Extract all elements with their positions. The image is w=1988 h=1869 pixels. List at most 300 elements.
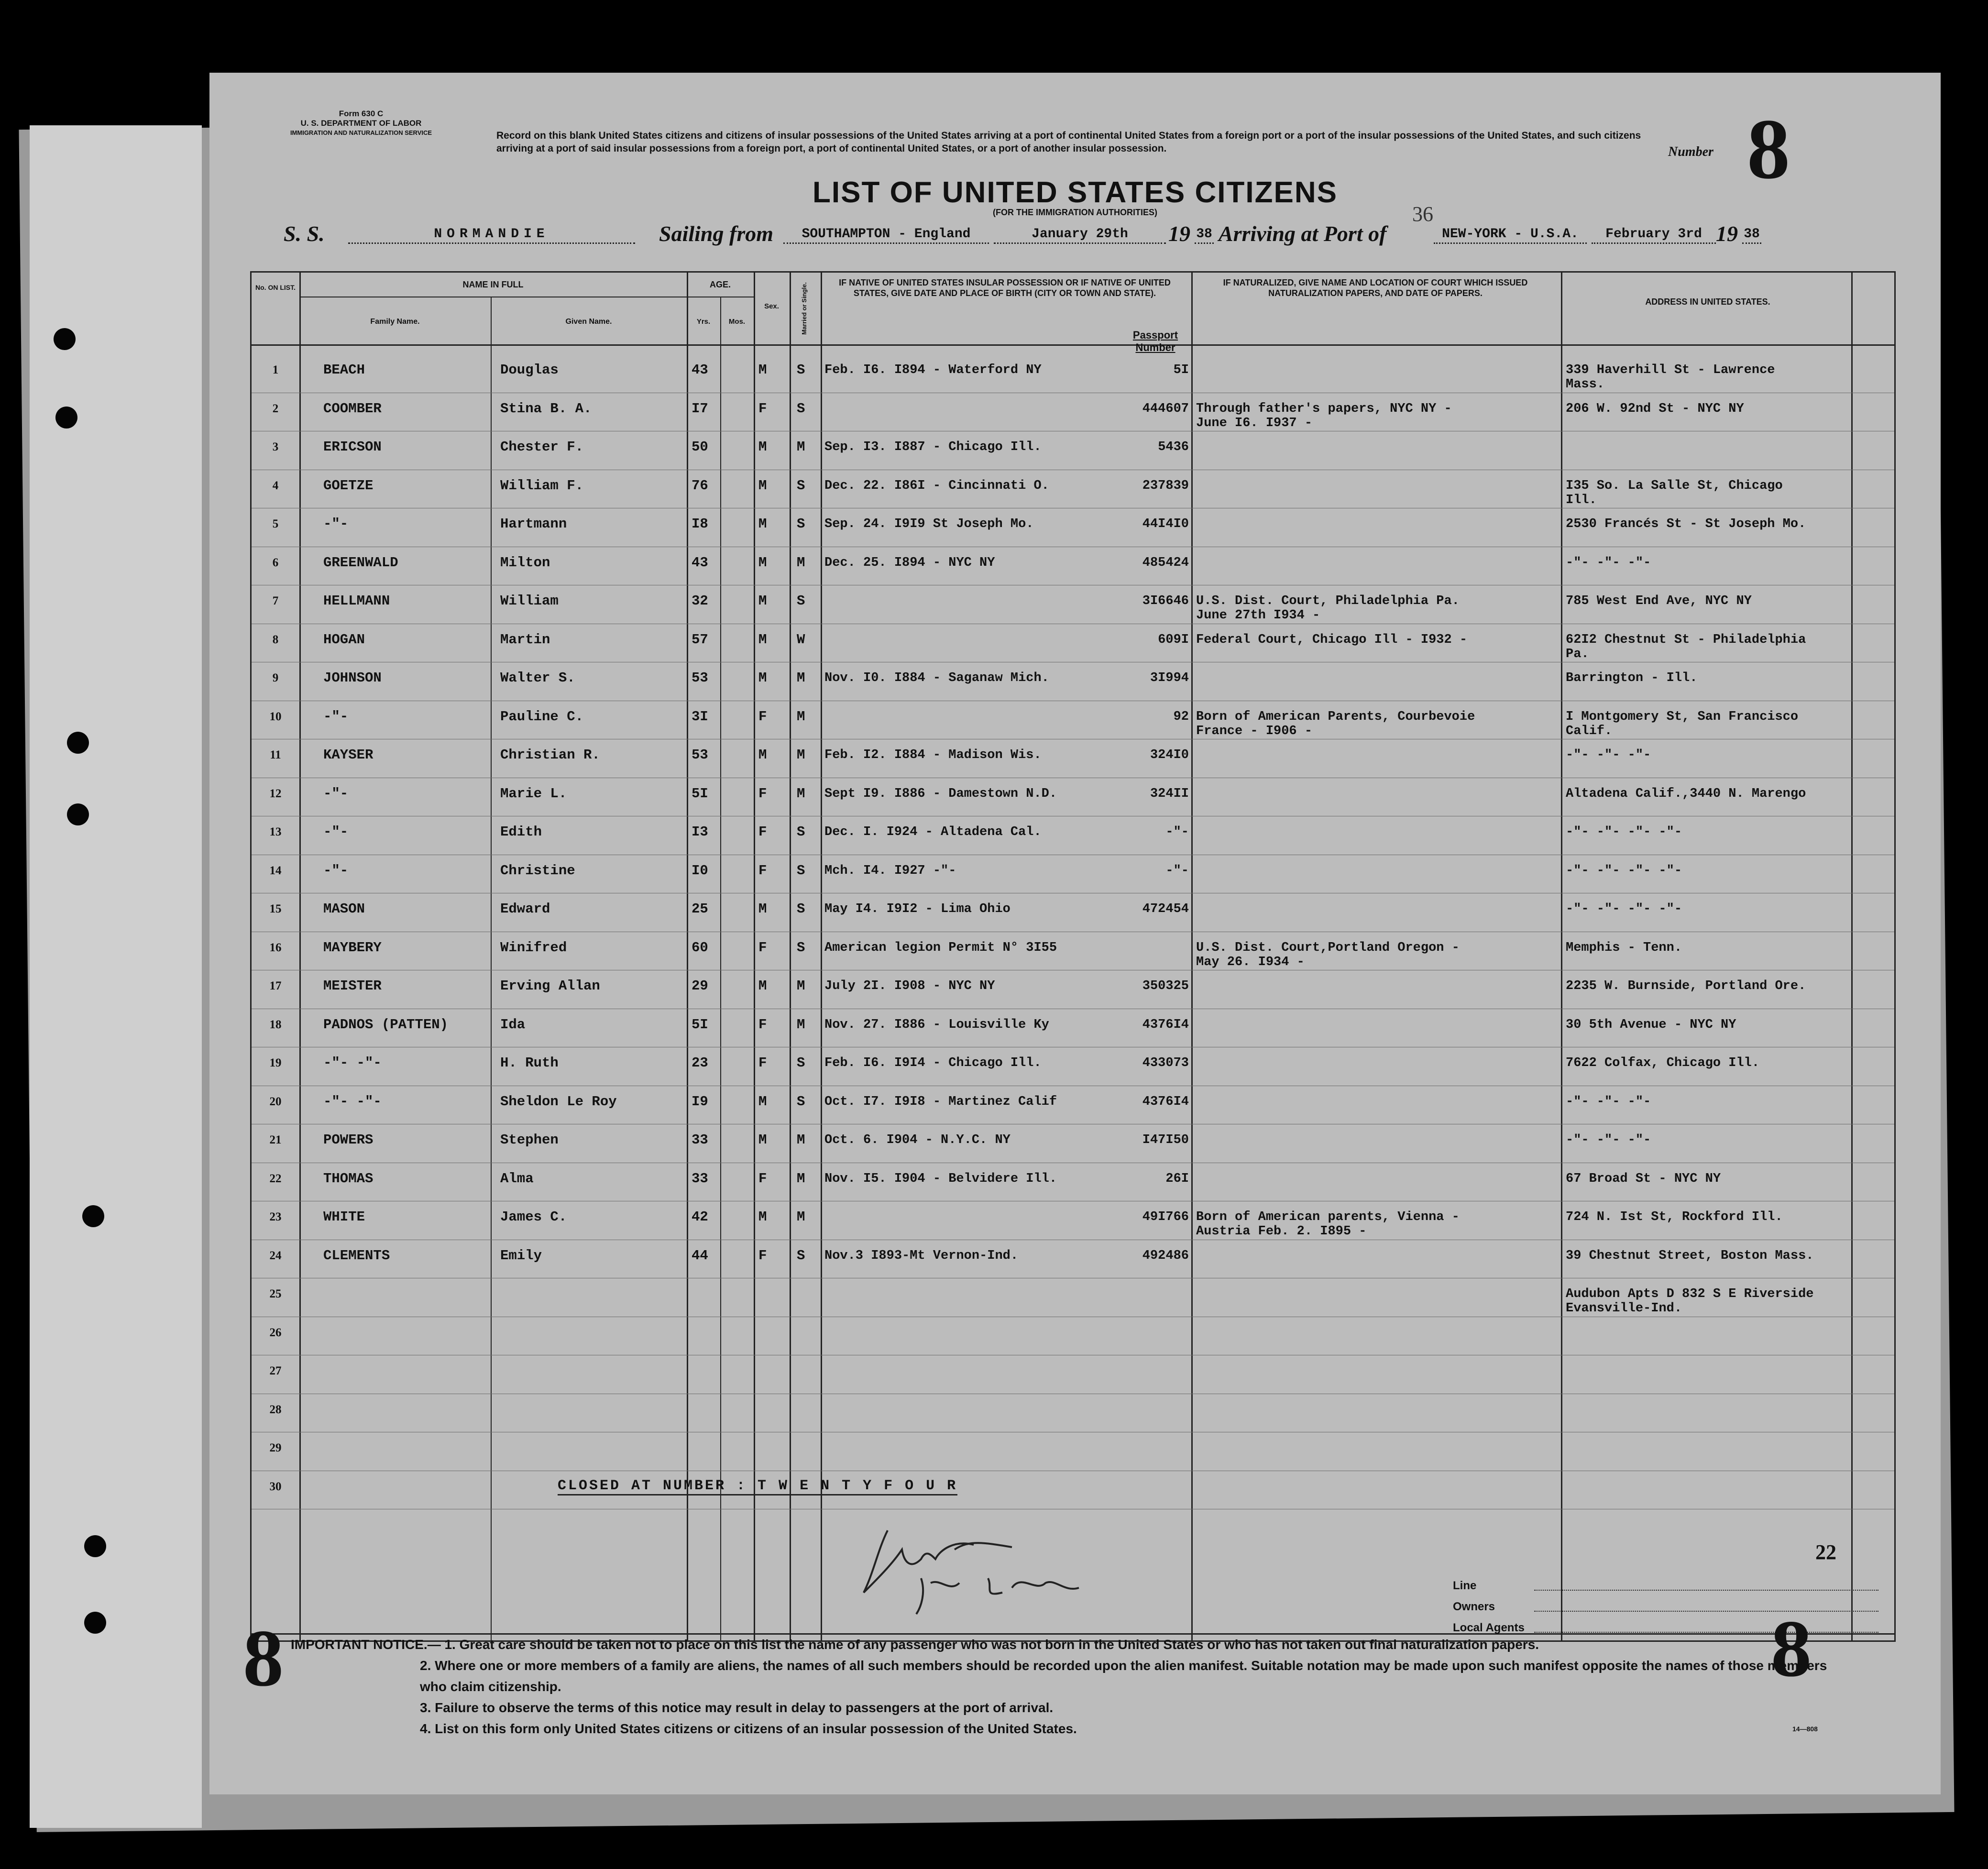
row-number: 30 — [269, 1480, 282, 1493]
header-age: AGE. — [709, 280, 731, 289]
cell-ms: S — [797, 824, 805, 840]
binder-hole — [67, 732, 89, 754]
cell-passport: 44I4I0 — [1142, 517, 1189, 531]
intro-text: Record on this blank United States citizens and citizens of insular possessions of the United States arriving at a port of continental United States from a foreign port or a port of the insular possessions of the United States, and such citizens arriving at a port of said insular possessions from a foreign port, a port of continental United States, or a port of another insular possession. — [496, 130, 1641, 154]
header-given-name: Given Name. — [565, 318, 612, 326]
header-divider — [252, 344, 1894, 346]
cell-given: Alma — [500, 1170, 534, 1187]
cell-passport: 492486 — [1142, 1248, 1189, 1263]
row-number: 16 — [269, 941, 282, 954]
cell-birth: Feb. I6. I9I4 - Chicago Ill. — [824, 1056, 1042, 1070]
cell-nat2: May 26. I934 - — [1196, 955, 1305, 969]
row-number: 9 — [272, 671, 279, 684]
cell-family: ERICSON — [323, 439, 382, 455]
big-number-right: 8 — [1771, 1604, 1812, 1693]
header-address: ADDRESS IN UNITED STATES. — [1645, 297, 1770, 307]
col-divider — [687, 273, 688, 1640]
cell-sex: F — [758, 1055, 767, 1071]
form-identifier — [263, 109, 459, 138]
cell-nat2: France - I906 - — [1196, 724, 1313, 738]
cell-yrs: 25 — [692, 901, 708, 917]
notice-item: 2. Where one or more members of a family are aliens, the names of all such members should be recorded upon the alien manifest. Suitable notation may be made upon such manifest opposite the names of those members who claim citizenship. — [420, 1658, 1827, 1694]
cell-ms: S — [797, 1247, 805, 1264]
row-number: 13 — [269, 825, 282, 838]
notice-title: IMPORTANT NOTICE.— — [291, 1637, 441, 1652]
cell-given: Douglas — [500, 362, 559, 378]
agent-fields — [1453, 1579, 1525, 1642]
col-divider — [491, 297, 492, 1640]
cell-sex: F — [758, 400, 767, 417]
cell-ms: S — [797, 477, 805, 494]
cell-family: HOGAN — [323, 631, 365, 648]
arrival-port: NEW-YORK - U.S.A. — [1434, 227, 1587, 244]
notice-item: 3. Failure to observe the terms of this notice may result in delay to passengers at the port of arrival. — [420, 1700, 1054, 1715]
cell-birth: Mch. I4. I927 -"- — [824, 863, 956, 878]
cell-given: Stephen — [500, 1132, 559, 1148]
cell-yrs: 42 — [692, 1209, 708, 1225]
cell-addr1: 30 5th Avenue - NYC NY — [1566, 1017, 1736, 1032]
cell-ms: S — [797, 1093, 805, 1110]
cell-sex: M — [758, 362, 767, 378]
page-title: LIST OF UNITED STATES CITIZENS — [813, 176, 1338, 209]
header-no-on-list: No. ON LIST. — [255, 284, 296, 291]
cell-family: KAYSER — [323, 747, 373, 763]
cell-addr2: Evansville-Ind. — [1566, 1301, 1682, 1316]
cell-addr2: Pa. — [1566, 647, 1589, 661]
cell-passport: 3I994 — [1150, 671, 1189, 685]
cell-yrs: 5I — [692, 785, 708, 802]
row-number: 25 — [269, 1287, 282, 1300]
cell-nat1: Born of American parents, Vienna - — [1196, 1210, 1460, 1224]
cell-sex: F — [758, 939, 767, 956]
cell-addr1: -"- -"- -"- — [1566, 555, 1651, 570]
cell-addr1: 7622 Colfax, Chicago Ill. — [1566, 1056, 1760, 1070]
cell-addr1: 2235 W. Burnside, Portland Ore. — [1566, 979, 1806, 993]
cell-nat1: Federal Court, Chicago Ill - I932 - — [1196, 632, 1468, 647]
row-number: 3 — [272, 440, 279, 453]
cell-addr1: 62I2 Chestnut St - Philadelphia — [1566, 632, 1806, 647]
cell-sex: M — [758, 631, 767, 648]
row-number: 18 — [269, 1018, 282, 1031]
header-name-in-full: NAME IN FULL — [462, 280, 524, 289]
inspector-signature — [859, 1521, 1194, 1616]
cell-given: Hartmann — [500, 516, 567, 532]
year-prefix: 19 — [1716, 221, 1738, 246]
cell-addr1: -"- -"- -"- -"- — [1566, 825, 1682, 839]
cell-ms: S — [797, 400, 805, 417]
cell-given: Ida — [500, 1016, 526, 1033]
cell-passport: -"- — [1165, 825, 1189, 839]
cell-addr1: Altadena Calif.,3440 N. Marengo — [1566, 786, 1806, 801]
cell-ms: M — [797, 554, 805, 571]
row-number: 6 — [272, 556, 279, 569]
cell-addr1: -"- -"- -"- -"- — [1566, 863, 1682, 878]
arriving-label: Arriving at Port of — [1219, 221, 1387, 246]
page-subtitle: (FOR THE IMMIGRATION AUTHORITIES) — [993, 208, 1157, 217]
cell-family: COOMBER — [323, 400, 382, 417]
cell-given: Chester F. — [500, 439, 584, 455]
cell-family: GREENWALD — [323, 554, 398, 571]
cell-sex: M — [758, 1093, 767, 1110]
cell-birth: Nov. I0. I884 - Saganaw Mich. — [824, 671, 1049, 685]
col-divider — [790, 273, 791, 1640]
cell-birth: Nov. 27. I886 - Louisville Ky — [824, 1017, 1049, 1032]
col-divider — [1561, 273, 1562, 1640]
row-number: 8 — [272, 633, 279, 646]
cell-addr1: -"- -"- -"- -"- — [1566, 902, 1682, 916]
cell-addr1: I35 So. La Salle St, Chicago — [1566, 478, 1783, 493]
cell-passport: 92 — [1173, 709, 1189, 724]
cell-addr2: Ill. — [1566, 493, 1597, 507]
cell-addr1: -"- -"- -"- — [1566, 1133, 1651, 1147]
cell-addr1: 67 Broad St - NYC NY — [1566, 1171, 1721, 1186]
header-months: Mos. — [728, 318, 746, 326]
row-number: 10 — [269, 710, 282, 723]
cell-nat1: Born of American Parents, Courbevoie — [1196, 709, 1475, 724]
cell-nat1: U.S. Dist. Court, Philadelphia Pa. — [1196, 594, 1460, 608]
cell-given: Edith — [500, 824, 542, 840]
cell-yrs: I7 — [692, 400, 708, 417]
cell-passport: 26I — [1165, 1171, 1189, 1186]
cell-yrs: 76 — [692, 477, 708, 494]
row-number: 15 — [269, 902, 282, 915]
passenger-table — [250, 271, 1896, 1642]
cell-birth: Feb. I2. I884 - Madison Wis. — [824, 748, 1042, 762]
col-divider — [1851, 273, 1853, 1640]
notice-item: 1. Great care should be taken not to place on this list the name of any passenger who was not born in the United States or who has not taken out final naturalization papers. — [444, 1637, 1539, 1652]
cell-passport: 433073 — [1142, 1056, 1189, 1070]
binder-hole — [84, 1612, 106, 1634]
row-number: 1 — [272, 363, 279, 376]
cell-given: Marie L. — [500, 785, 567, 802]
cell-family: MAYBERY — [323, 939, 382, 956]
row-number: 11 — [270, 748, 281, 761]
cell-yrs: I3 — [692, 824, 708, 840]
cell-given: Christian R. — [500, 747, 600, 763]
cell-sex: F — [758, 785, 767, 802]
cell-ms: M — [797, 1170, 805, 1187]
cell-yrs: I8 — [692, 516, 708, 532]
cell-ms: M — [797, 978, 805, 994]
cell-yrs: 3I — [692, 708, 708, 725]
left-page-flap — [30, 125, 202, 1828]
cell-birth: Nov. I5. I904 - Belvidere Ill. — [824, 1171, 1057, 1186]
departure-date: January 29th — [994, 227, 1166, 244]
cell-family: -"- — [323, 516, 349, 532]
owners-field — [1534, 1611, 1878, 1612]
cell-family: -"- -"- — [323, 1055, 382, 1071]
cell-nat1: Through father's papers, NYC NY - — [1196, 401, 1452, 416]
cell-ms: M — [797, 1132, 805, 1148]
cell-family: -"- — [323, 785, 349, 802]
col-divider — [720, 297, 721, 1640]
cell-yrs: 43 — [692, 554, 708, 571]
cell-birth: Feb. I6. I894 - Waterford NY — [824, 363, 1042, 377]
cell-family: -"- — [323, 708, 349, 725]
cell-passport: 3I6646 — [1142, 594, 1189, 608]
cell-yrs: I0 — [692, 862, 708, 879]
cell-given: Edward — [500, 901, 550, 917]
cell-ms: M — [797, 1209, 805, 1225]
cell-addr1: 339 Haverhill St - Lawrence — [1566, 363, 1775, 377]
cell-sex: F — [758, 824, 767, 840]
cell-passport: 350325 — [1142, 979, 1189, 993]
cell-sex: F — [758, 1170, 767, 1187]
cell-ms: M — [797, 439, 805, 455]
header-family-name: Family Name. — [370, 318, 420, 326]
cell-sex: F — [758, 862, 767, 879]
cell-sex: M — [758, 439, 767, 455]
cell-family: POWERS — [323, 1132, 373, 1148]
cell-given: James C. — [500, 1209, 567, 1225]
cell-yrs: 32 — [692, 593, 708, 609]
col-divider — [1191, 273, 1193, 1640]
cell-ms: S — [797, 362, 805, 378]
cell-family: GOETZE — [323, 477, 373, 494]
binder-hole — [82, 1205, 104, 1227]
departure-port: SOUTHAMPTON - England — [783, 227, 989, 244]
header-years: Yrs. — [696, 318, 711, 326]
number-label: Number — [1668, 144, 1713, 159]
cell-yrs: I9 — [692, 1093, 708, 1110]
row-number: 19 — [269, 1056, 282, 1069]
cell-addr1: 206 W. 92nd St - NYC NY — [1566, 401, 1744, 416]
row-number: 26 — [269, 1326, 282, 1339]
cell-sex: M — [758, 1209, 767, 1225]
cell-ms: M — [797, 785, 805, 802]
cell-sex: M — [758, 978, 767, 994]
cell-passport: 5I — [1173, 363, 1189, 377]
cell-passport: 237839 — [1142, 478, 1189, 493]
cell-sex: M — [758, 670, 767, 686]
cell-family: MEISTER — [323, 978, 382, 994]
cell-given: Pauline C. — [500, 708, 584, 725]
cell-yrs: 53 — [692, 670, 708, 686]
cell-passport: I47I50 — [1142, 1133, 1189, 1147]
cell-birth: Dec. I. I924 - Altadena Cal. — [824, 825, 1042, 839]
cell-addr1: 2530 Francés St - St Joseph Mo. — [1566, 517, 1806, 531]
cell-ms: S — [797, 516, 805, 532]
cell-passport: 49I766 — [1142, 1210, 1189, 1224]
cell-addr1: Barrington - Ill. — [1566, 671, 1698, 685]
row-number: 24 — [269, 1249, 282, 1262]
cell-ms: W — [797, 631, 805, 648]
row-number: 5 — [272, 517, 279, 530]
arrival-date: February 3rd — [1592, 227, 1716, 244]
cell-ms: S — [797, 1055, 805, 1071]
list-number: 8 — [1747, 101, 1790, 197]
cell-passport: 609I — [1158, 632, 1189, 647]
cell-birth: Sept I9. I886 - Damestown N.D. — [824, 786, 1057, 801]
cell-ms: M — [797, 670, 805, 686]
cell-addr1: -"- -"- -"- — [1566, 748, 1651, 762]
service-name: IMMIGRATION AND NATURALIZATION SERVICE — [290, 129, 432, 136]
cell-passport: 472454 — [1142, 902, 1189, 916]
form-code: 14—808 — [1792, 1725, 1818, 1733]
cell-given: Sheldon Le Roy — [500, 1093, 617, 1110]
local-agents-label: Local Agents — [1453, 1621, 1525, 1634]
cell-birth: May I4. I9I2 - Lima Ohio — [824, 902, 1010, 916]
cell-family: PADNOS (PATTEN) — [323, 1016, 449, 1033]
cell-addr1: I Montgomery St, San Francisco — [1566, 709, 1799, 724]
cell-yrs: 23 — [692, 1055, 708, 1071]
cell-addr1: -"- -"- -"- — [1566, 1094, 1651, 1109]
cell-nat1: U.S. Dist. Court,Portland Oregon - — [1196, 940, 1460, 955]
cell-family: -"- -"- — [323, 1093, 382, 1110]
cell-yrs: 44 — [692, 1247, 708, 1264]
cell-given: William F. — [500, 477, 584, 494]
binder-hole — [55, 407, 77, 429]
form-number: Form 630 C — [339, 109, 384, 118]
local-agents-field — [1534, 1632, 1878, 1633]
owners-label: Owners — [1453, 1600, 1495, 1613]
row-number: 2 — [272, 402, 279, 415]
cell-sex: F — [758, 1016, 767, 1033]
cell-yrs: 57 — [692, 631, 708, 648]
cell-family: -"- — [323, 862, 349, 879]
cell-addr1: Memphis - Tenn. — [1566, 940, 1682, 955]
binder-hole — [54, 328, 76, 350]
cell-yrs: 33 — [692, 1170, 708, 1187]
row-number: 21 — [269, 1133, 282, 1146]
cell-family: JOHNSON — [323, 670, 382, 686]
cell-ms: M — [797, 747, 805, 763]
cell-given: Stina B. A. — [500, 400, 592, 417]
cell-given: Winifred — [500, 939, 567, 956]
notice-item: 4. List on this form only United States citizens or citizens of an insular possession of the United States. — [420, 1721, 1077, 1736]
ship-name: NORMANDIE — [348, 227, 635, 244]
row-number: 12 — [269, 787, 282, 800]
cell-sex: M — [758, 901, 767, 917]
cell-nat2: Austria Feb. 2. I895 - — [1196, 1224, 1367, 1239]
cell-family: THOMAS — [323, 1170, 373, 1187]
col-divider — [821, 273, 822, 1640]
big-number-left: 8 — [243, 1613, 284, 1703]
cell-passport: 5436 — [1158, 440, 1189, 454]
cell-ms: S — [797, 901, 805, 917]
header-passport-number: Passport Number — [1132, 329, 1178, 353]
cell-sex: M — [758, 554, 767, 571]
cell-sex: F — [758, 1247, 767, 1264]
cell-ms: S — [797, 593, 805, 609]
manifest-page — [209, 73, 1941, 1794]
cell-birth: Oct. I7. I9I8 - Martinez Calif — [824, 1094, 1057, 1109]
cell-passport: -"- — [1165, 863, 1189, 878]
cell-yrs: 60 — [692, 939, 708, 956]
cell-yrs: 50 — [692, 439, 708, 455]
important-notice — [262, 1634, 1840, 1739]
row-number: 23 — [269, 1210, 282, 1223]
col-divider — [299, 273, 301, 1640]
cell-birth: Sep. I3. I887 - Chicago Ill. — [824, 440, 1042, 454]
cell-yrs: 5I — [692, 1016, 708, 1033]
cell-ms: M — [797, 708, 805, 725]
row-number: 20 — [269, 1095, 282, 1108]
header-married-single: Married or Single. — [801, 282, 808, 335]
cell-addr2: Calif. — [1566, 724, 1613, 738]
row-number: 22 — [269, 1172, 282, 1185]
arrival-year: 38 — [1742, 227, 1761, 244]
cell-nat2: June I6. I937 - — [1196, 416, 1313, 430]
row-number: 17 — [269, 979, 282, 992]
row-number: 29 — [269, 1441, 282, 1454]
cell-family: MASON — [323, 901, 365, 917]
cell-ms: S — [797, 939, 805, 956]
cell-family: CLEMENTS — [323, 1247, 390, 1264]
cell-yrs: 29 — [692, 978, 708, 994]
cell-addr1: 785 West End Ave, NYC NY — [1566, 594, 1752, 608]
cell-sex: M — [758, 593, 767, 609]
cell-addr1: 724 N. Ist St, Rockford Ill. — [1566, 1210, 1783, 1224]
cell-birth: American legion Permit N° 3I55 — [824, 940, 1057, 955]
cell-passport: 4376I4 — [1142, 1017, 1189, 1032]
binder-hole — [84, 1535, 106, 1557]
cell-passport: 324II — [1150, 786, 1189, 801]
handwritten-note: 36 — [1412, 202, 1433, 226]
cell-family: WHITE — [323, 1209, 365, 1225]
cell-sex: M — [758, 747, 767, 763]
cell-passport: 485424 — [1142, 555, 1189, 570]
cell-addr2: Mass. — [1566, 377, 1605, 392]
departure-year: 38 — [1195, 227, 1214, 244]
cell-family: HELLMANN — [323, 593, 390, 609]
cell-family: BEACH — [323, 362, 365, 378]
closed-at-number: CLOSED AT NUMBER : T W E N T Y F O U R — [558, 1478, 957, 1495]
cell-passport: 4376I4 — [1142, 1094, 1189, 1109]
cell-given: Emily — [500, 1247, 542, 1264]
cell-sex: M — [758, 477, 767, 494]
binder-hole — [67, 803, 89, 825]
row-number: 14 — [269, 864, 282, 877]
sailing-from-label: Sailing from — [659, 221, 774, 246]
cell-given: H. Ruth — [500, 1055, 559, 1071]
cell-given: Walter S. — [500, 670, 575, 686]
cell-passport: 444607 — [1142, 401, 1189, 416]
line-label: Line — [1453, 1579, 1477, 1592]
header-birth-info: IF NATIVE OF UNITED STATES INSULAR POSSESSION OR IF NATIVE OF UNITED STATES, GIVE DATE AND PLACE OF BIRTH (CITY OR TOWN AND STATE). — [839, 278, 1171, 298]
page-number: 22 — [1815, 1540, 1836, 1564]
cell-given: Christine — [500, 862, 575, 879]
cell-birth: Dec. 22. I86I - Cincinnati O. — [824, 478, 1049, 493]
cell-birth: Oct. 6. I904 - N.Y.C. NY — [824, 1133, 1010, 1147]
cell-nat2: June 27th I934 - — [1196, 608, 1320, 623]
row-number: 28 — [269, 1403, 282, 1416]
cell-sex: F — [758, 708, 767, 725]
cell-addr1: Audubon Apts D 832 S E Riverside — [1566, 1287, 1814, 1301]
row-number: 27 — [269, 1364, 282, 1377]
department-name: U. S. DEPARTMENT OF LABOR — [300, 119, 422, 128]
cell-ms: S — [797, 862, 805, 879]
line-field — [1534, 1590, 1878, 1591]
cell-family: -"- — [323, 824, 349, 840]
cell-birth: July 2I. I908 - NYC NY — [824, 979, 995, 993]
cell-ms: M — [797, 1016, 805, 1033]
cell-given: Milton — [500, 554, 550, 571]
cell-addr1: 39 Chestnut Street, Boston Mass. — [1566, 1248, 1814, 1263]
cell-yrs: 33 — [692, 1132, 708, 1148]
cell-given: Martin — [500, 631, 550, 648]
ss-label: S. S. — [284, 221, 325, 246]
header-sex: Sex. — [764, 302, 779, 310]
cell-yrs: 53 — [692, 747, 708, 763]
header-naturalization: IF NATURALIZED, GIVE NAME AND LOCATION OF COURT WHICH ISSUED NATURALIZATION PAPERS, AND DATE OF PAPERS. — [1223, 278, 1528, 298]
cell-birth: Sep. 24. I9I9 St Joseph Mo. — [824, 517, 1034, 531]
cell-birth: Dec. 25. I894 - NYC NY — [824, 555, 995, 570]
cell-birth: Nov.3 I893-Mt Vernon-Ind. — [824, 1248, 1019, 1263]
cell-given: William — [500, 593, 559, 609]
row-number: 4 — [272, 479, 279, 492]
row-number: 7 — [272, 594, 279, 607]
